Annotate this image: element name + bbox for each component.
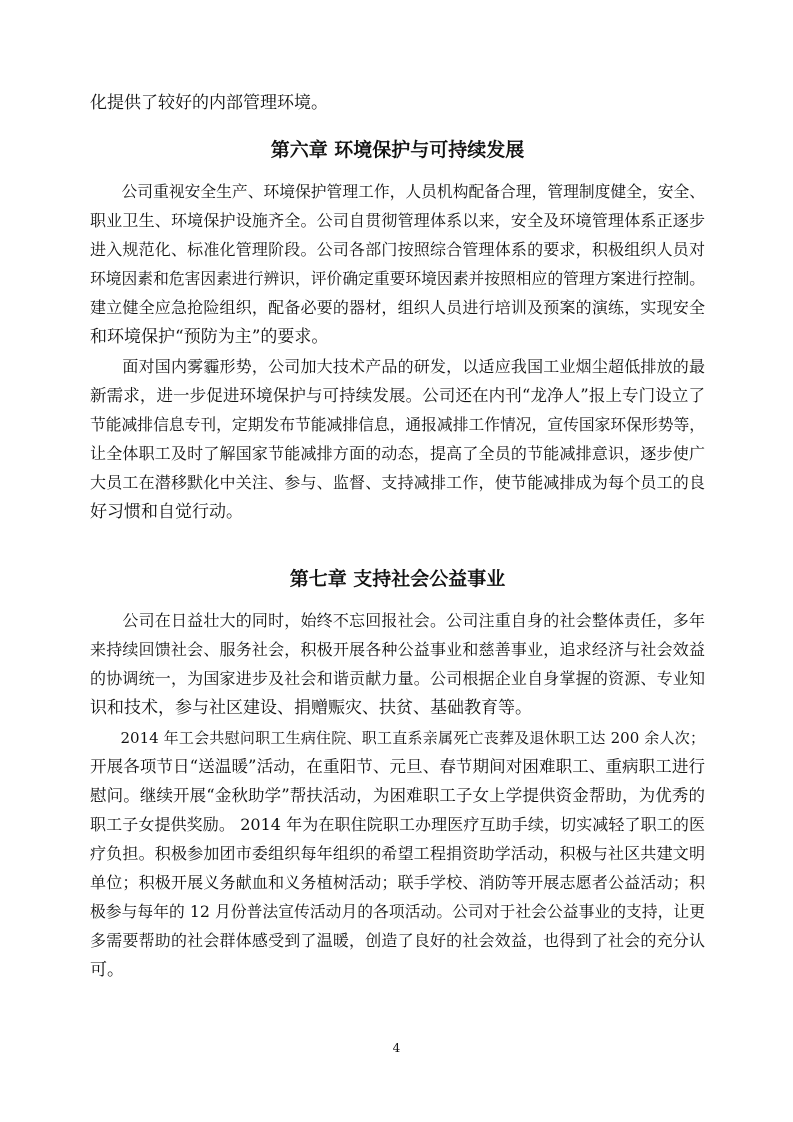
paragraph-line: 职工子女提供奖励。 2014 年为在职住院职工办理医疗互助手续，切实减轻了职工的医 bbox=[90, 815, 705, 834]
paragraph-line: 极参与每年的 12 月份普法宣传活动月的各项活动。公司对于社会公益事业的支持，让更 bbox=[90, 902, 705, 921]
paragraph-line: 开展各项节日“送温暖”活动，在重阳节、元旦、春节期间对困难职工、重病职工进行 bbox=[90, 757, 705, 776]
intro-tail-line: 化提供了较好的内部管理环境。 bbox=[90, 93, 328, 113]
page-number: 4 bbox=[392, 1041, 401, 1055]
paragraph-line: 可。 bbox=[90, 960, 124, 980]
paragraph-line: 职业卫生、环境保护设施齐全。公司自贯彻管理体系以来，安全及环境管理体系正逐步 bbox=[90, 211, 705, 230]
chapter-6-title: 第六章 环境保护与可持续发展 bbox=[270, 139, 525, 161]
paragraph-line: 公司重视安全生产、环境保护管理工作，人员机构配备合理，管理制度健全，安全、 bbox=[90, 182, 705, 201]
paragraph-line: 公司在日益壮大的同时，始终不忘回报社会。公司注重自身的社会整体责任，多年 bbox=[90, 611, 705, 630]
paragraph-line: 多需要帮助的社会群体感受到了温暖，创造了良好的社会效益，也得到了社会的充分认 bbox=[90, 931, 705, 950]
paragraph-line: 大员工在潜移默化中关注、参与、监督、支持减排工作，使节能减排成为每个员工的良 bbox=[90, 473, 705, 492]
paragraph-line: 慰问。继续开展“金秋助学”帮扶活动，为困难职工子女上学提供资金帮助，为优秀的 bbox=[90, 786, 705, 805]
paragraph-line: 新需求，进一步促进环境保护与可持续发展。公司还在内刊“龙净人”报上专门设立了 bbox=[90, 386, 705, 405]
paragraph-line: 进入规范化、标准化管理阶段。公司各部门按照综合管理体系的要求，积极组织人员对 bbox=[90, 240, 705, 259]
paragraph-line: 疗负担。积极参加团市委组织每年组织的希望工程捐资助学活动，积极与社区共建文明 bbox=[90, 844, 705, 863]
paragraph-line: 建立健全应急抢险组织，配备必要的器材，组织人员进行培训及预案的演练，实现安全 bbox=[90, 298, 705, 317]
paragraph-line: 好习惯和自觉行动。 bbox=[90, 502, 243, 522]
paragraph-line: 的协调统一，为国家进步及社会和谐贡献力量。公司根据企业自身掌握的资源、专业知 bbox=[90, 669, 705, 688]
paragraph-line: 让全体职工及时了解国家节能减排方面的动态，提高了全员的节能减排意识，逐步使广 bbox=[90, 444, 705, 463]
chapter-7-title: 第七章 支持社会公益事业 bbox=[289, 568, 506, 590]
paragraph-line: 来持续回馈社会、服务社会，积极开展各种公益事业和慈善事业，追求经济与社会效益 bbox=[90, 640, 705, 659]
paragraph-line: 单位；积极开展义务献血和义务植树活动；联手学校、消防等开展志愿者公益活动；积 bbox=[90, 873, 705, 892]
paragraph-line: 2014 年工会共慰问职工生病住院、职工直系亲属死亡丧葬及退休职工达 200 余人次； bbox=[90, 729, 705, 747]
paragraph-line: 环境因素和危害因素进行辨识，评价确定重要环境因素并按照相应的管理方案进行控制。 bbox=[90, 269, 705, 288]
paragraph-line: 面对国内雾霾形势，公司加大技术产品的研发，以适应我国工业烟尘超低排放的最 bbox=[90, 357, 705, 376]
paragraph-line: 节能减排信息专刊，定期发布节能减排信息，通报减排工作情况，宣传国家环保形势等， bbox=[90, 415, 705, 434]
paragraph-line: 识和技术，参与社区建设、捐赠赈灾、扶贫、基础教育等。 bbox=[90, 698, 532, 718]
paragraph-line: 和环境保护“预防为主”的要求。 bbox=[90, 327, 329, 347]
